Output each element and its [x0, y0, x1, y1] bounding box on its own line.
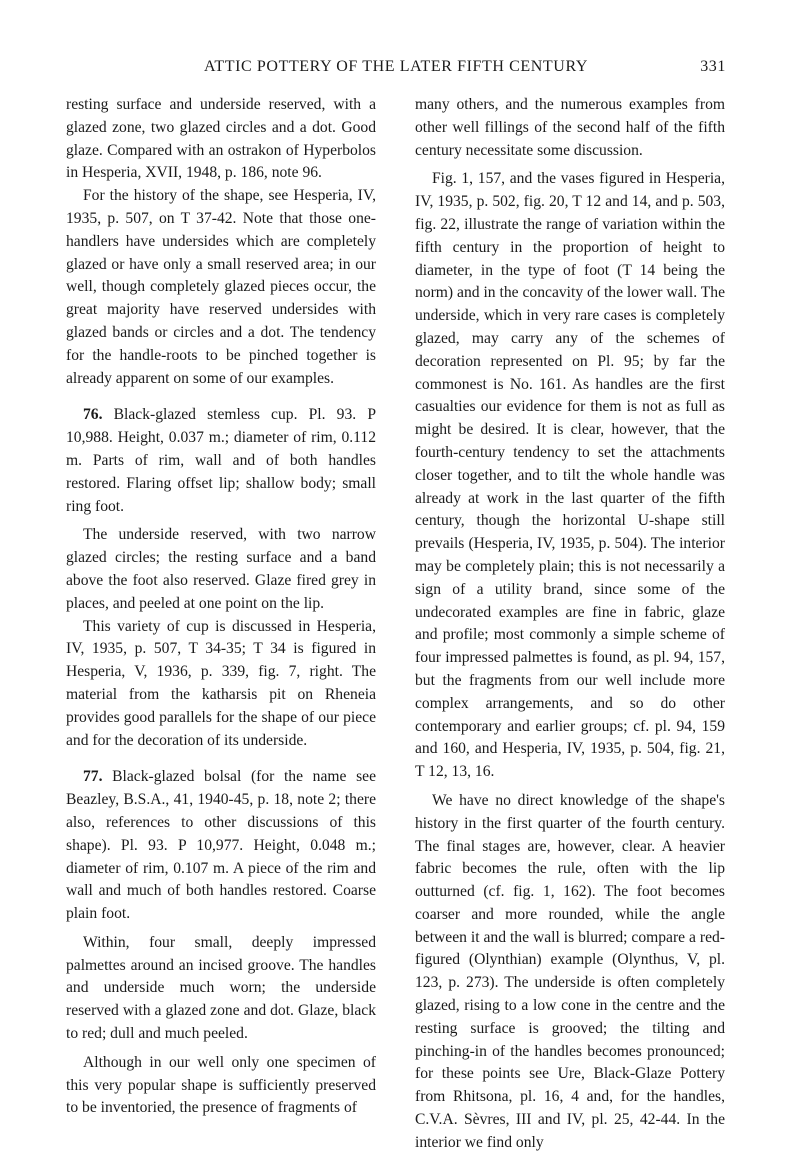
entry-text-77: Black-glazed bolsal (for the name see Beazley, B.S.A., 41, 1940-45, p. 18, note 2; there also, references to other discussions of this shape). Pl. 93. P 10,977. Height, 0.048 m.; diameter of rim, 0.107 m. A piece of the rim and wall and much of both handles restored. Coarse plain foot. — [66, 768, 376, 923]
right-column — [415, 94, 725, 1155]
page-number: 331 — [700, 58, 726, 75]
entry-77-interior: Within, four small, deeply impressed palmettes around an incised groove. The handles and underside much worn; the underside reserved with a glazed zone and dot. Glaze, black to red; dull and much peeled. — [66, 933, 376, 1043]
paragraph-continued: resting surface and underside reserved, with a glazed zone, two glazed circles and a dot. Good glaze. Compared with an ostrakon of Hyperbolos in Hesperia, XVII, 1948, p. 186, note 96. — [66, 96, 376, 182]
catalogue-entry-77 — [66, 766, 376, 926]
paragraph-fourth-century: We have no direct knowledge of the shape's history in the first quarter of the fourth century. The final stages are, however, clear. A heavier fabric becomes the rule, often with the lip outturned (cf. fig. 1, 162). The foot becomes coarser and more rounded, while the angle between it and the wall is blurred; compare a red-figured (Olynthian) example (Olynthus, V, pl. 123, p. 273). The underside is often completely glazed, rising to a low cone in the centre and the resting surface is grooved; the tilting and pinching-in of the handles becomes pronounced; for these points see Ure, Black-Glaze Pottery from Rhitsona, pl. 16, 4 and, for the handles, C.V.A. Sèvres, III and IV, pl. 25, 42-44. In the interior we find only — [415, 791, 725, 1151]
paragraph-range-of-variation: Fig. 1, 157, and the vases figured in Hesperia, IV, 1935, p. 502, fig. 20, T 12 and 14, and p. 503, fig. 22, illustrate the range of variation within the fifth century in the proportion of height to diameter, in the type of foot (T 14 being the norm) and in the concavity of the lower wall. The underside, which in very rare cases is completely glazed, may carry any of the schemes of decoration represented on Pl. 95; by far the commonest is No. 161. As handles are the first casualties our evidence for them is not as full as might be desired. It is clear, however, that the fourth-century tendency to set the attachments closer together, and to tilt the whole handle was already at work in the last quarter of the fifth century, though the horizontal U-shape still prevails (Hesperia, IV, 1935, p. 504). The interior may be completely plain; this is not necessarily a sign of a utility brand, since some of the undecorated examples are fine in fabric, glaze and profile; most commonly a simple scheme of four impressed palmettes is found, as pl. 94, 157, but the fragments from our well include more complex arrangements, and so do other contemporary and earlier groups; cf. pl. 94, 159 and 160, and Hesperia, IV, 1935, p. 504, fig. 21, T 12, 13, 16. — [415, 170, 725, 781]
entry-76-discussion: This variety of cup is discussed in Hesperia, IV, 1935, p. 507, T 34-35; T 34 is figured in Hesperia, V, 1936, p. 339, fig. 7, right. The material from the katharsis pit on Rheneia provides good parallels for the shape of our piece and for the decoration of its underside. — [66, 617, 376, 749]
running-header — [66, 58, 726, 82]
left-column — [66, 94, 376, 1120]
entry-77-discussion: Although in our well only one specimen of this very popular shape is sufficiently preserved to be inventoried, the presence of fragments of — [66, 1053, 376, 1117]
paragraph-shape-history: For the history of the shape, see Hesperia, IV, 1935, p. 507, on T 37-42. Note that those one-handlers have undersides which are completely glazed or have only a small reserved area; in our well, though completely glazed pieces occur, the great majority have reserved undersides with glazed bands or circles and a dot. The tendency for the handle-roots to be pinched together is already apparent on some of our examples. — [66, 187, 376, 387]
entry-number-77: 77. — [83, 768, 103, 786]
entry-76-underside: The underside reserved, with two narrow glazed circles; the resting surface and a band above the foot also reserved. Glaze fired grey in places, and peeled at one point on the lip. — [66, 526, 376, 612]
entry-number-76: 76. — [83, 406, 103, 424]
paragraph-continued-right: many others, and the numerous examples from other well fillings of the second half of the fifth century necessitate some discussion. — [415, 96, 725, 159]
catalogue-entry-76 — [66, 404, 376, 518]
entry-text-76: Black-glazed stemless cup. Pl. 93. P 10,988. Height, 0.037 m.; diameter of rim, 0.112 m. Parts of rim, wall and of both handles restored. Flaring offset lip; shallow body; small ring foot. — [66, 406, 376, 515]
running-title: ATTIC POTTERY OF THE LATER FIFTH CENTURY — [203, 58, 588, 75]
